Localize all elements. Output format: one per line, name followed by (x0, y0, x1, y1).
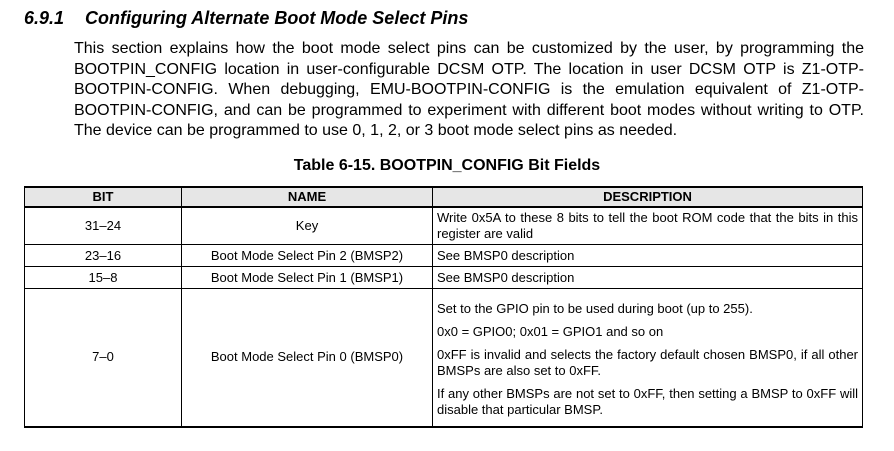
bit-fields-table (24, 186, 863, 428)
description-cell (433, 289, 863, 427)
table-caption: Table 6-15. BOOTPIN_CONFIG Bit Fields (293, 157, 601, 174)
description-paragraph: 0xFF is invalid and selects the factory default chosen BMSP0, if all other BMSPs are also set to 0xFF. (437, 346, 858, 378)
description-paragraph: If any other BMSPs are not set to 0xFF, then setting a BMSP to 0xFF will disable that particular BMSP. (437, 385, 858, 417)
table-header-row (25, 187, 863, 207)
description-cell: See BMSP0 description (433, 267, 863, 289)
section-heading (24, 6, 468, 30)
bit-cell: 23–16 (25, 245, 182, 267)
bit-cell: 15–8 (25, 267, 182, 289)
header-name: NAME (182, 187, 433, 207)
table-row (25, 207, 863, 245)
description-paragraph: Set to the GPIO pin to be used during boot (up to 255). (437, 300, 753, 316)
description-paragraph: 0x0 = GPIO0; 0x01 = GPIO1 and so on (437, 323, 664, 339)
name-cell: Key (182, 207, 433, 245)
table-row (25, 245, 863, 267)
bit-cell: 31–24 (25, 207, 182, 245)
section-title: Configuring Alternate Boot Mode Select Pins (85, 8, 469, 28)
name-cell: Boot Mode Select Pin 1 (BMSP1) (182, 267, 433, 289)
header-description: DESCRIPTION (433, 187, 863, 207)
table-row (25, 289, 863, 427)
name-cell: Boot Mode Select Pin 2 (BMSP2) (182, 245, 433, 267)
section-number: 6.9.1 (24, 8, 65, 28)
bit-cell: 7–0 (25, 289, 182, 427)
table-row (25, 267, 863, 289)
section-body-paragraph: This section explains how the boot mode select pins can be customized by the user, by programming the BOOTPIN_CONFIG location in user-configurable DCSM OTP. The location in user DCSM OTP is Z1-OTP-BOOTPIN-CONFIG. When debugging, EMU-BOOTPIN-CONFIG is the emulation equivalent of Z1-OTP-BOOTPIN-CONFIG, and can be programmed to experiment with different boot modes without writing to OTP. The device can be programmed to use 0, 1, 2, or 3 boot mode select pins as needed. (74, 40, 864, 139)
name-cell: Boot Mode Select Pin 0 (BMSP0) (182, 289, 433, 427)
header-bit: BIT (25, 187, 182, 207)
description-cell: Write 0x5A to these 8 bits to tell the boot ROM code that the bits in this register are valid (433, 207, 863, 245)
description-cell: See BMSP0 description (433, 245, 863, 267)
